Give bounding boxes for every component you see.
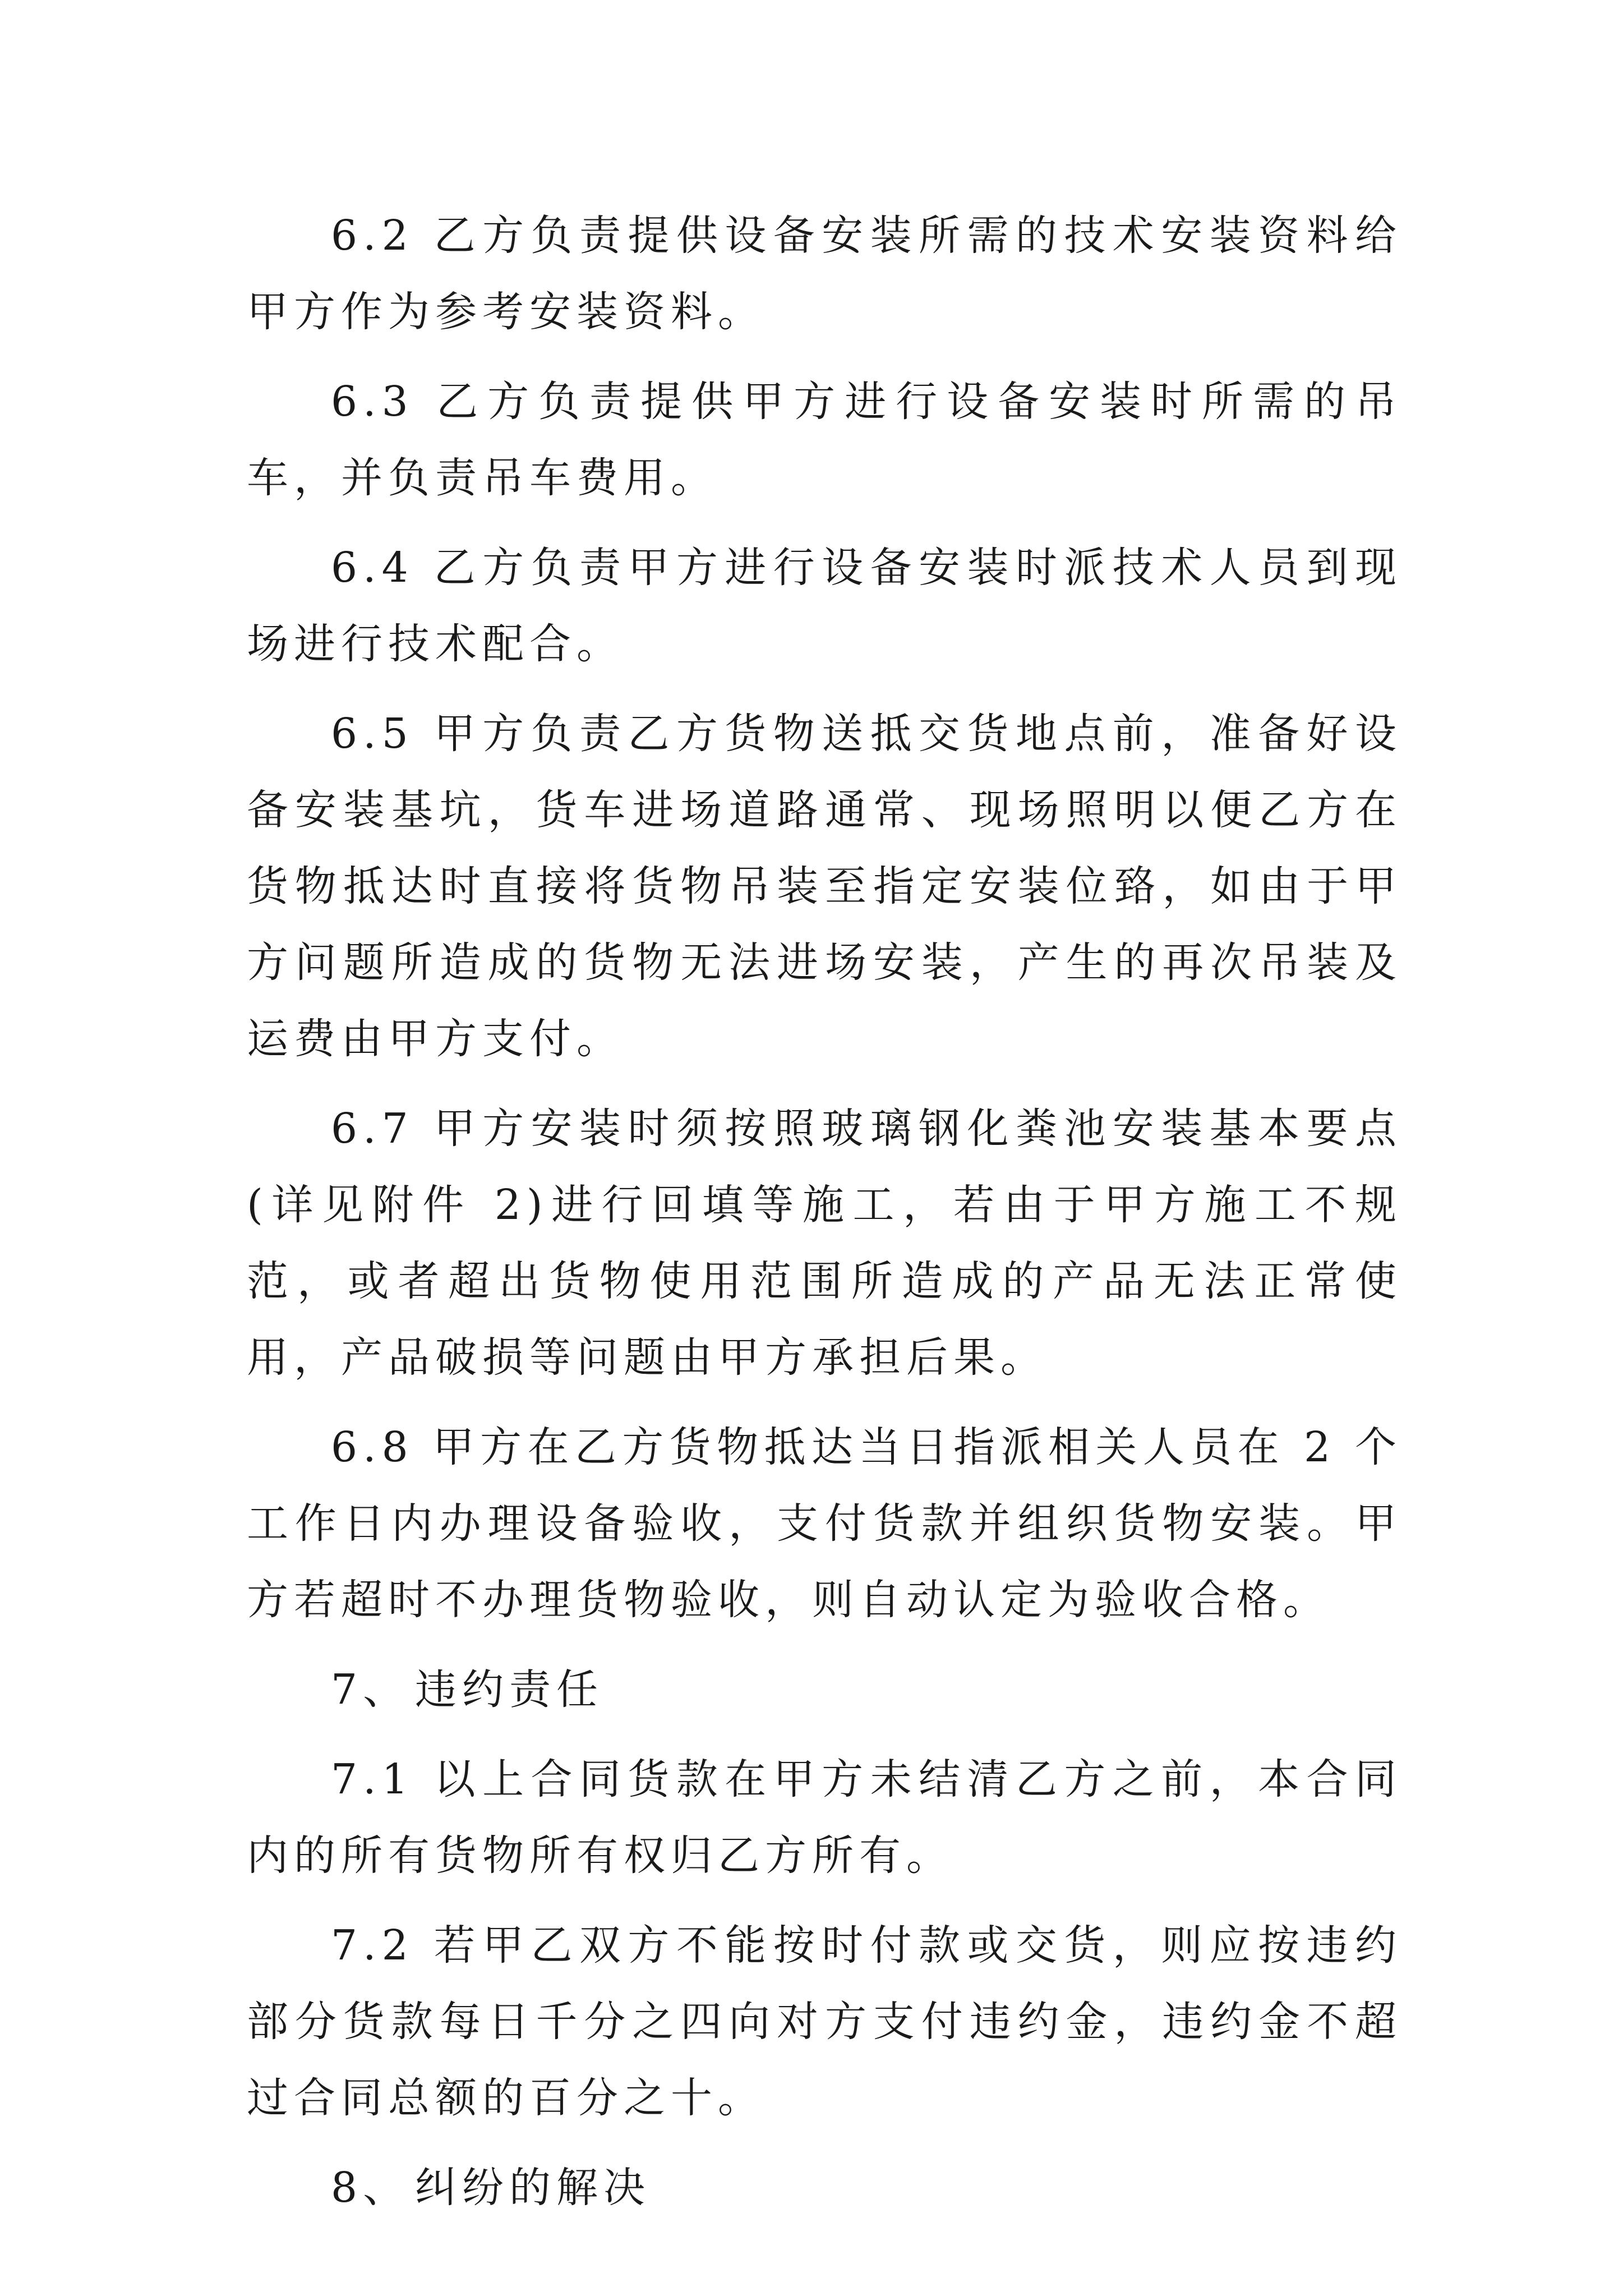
section-8-title: 纠纷的解决 (415, 2164, 651, 2212)
section-7-heading (247, 1651, 1402, 1728)
clause-7-1: 7.1 以上合同货款在甲方未结清乙方之前，本合同内的所有货物所有权归乙方所有。 (247, 1755, 1402, 1880)
clause-6-2: 6.2 乙方负责提供设备安装所需的技术安装资料给甲方作为参考安装资料。 (247, 211, 1402, 336)
clause-7-2: 7.2 若甲乙双方不能按时付款或交货，则应按违约部分货款每日千分之四向对方支付违约金，违约金不超过合同总额的百分之十。 (247, 1921, 1402, 2122)
section-7-title: 违约责任 (415, 1665, 603, 1714)
section-8-heading (247, 2150, 1402, 2226)
clause-6-7: 6.7 甲方安装时须按照玻璃钢化粪池安装基本要点(详见附件 2)进行回填等施工，若由于甲方施工不规范，或者超出货物使用范围所造成的产品无法正常使用，产品破损等问题由甲方承担后果。 (247, 1105, 1402, 1382)
section-8-number: 8、 (331, 2164, 411, 2212)
clause-6-3: 6.3 乙方负责提供甲方进行设备安装时所需的吊车，并负责吊车费用。 (247, 378, 1402, 502)
clause-6-8: 6.8 甲方在乙方货物抵达当日指派相关人员在 2 个工作日内办理设备验收，支付货款并组织货物安装。甲方若超时不办理货物验收，则自动认定为验收合格。 (247, 1423, 1402, 1624)
clause-6-5: 6.5 甲方负责乙方货物送抵交货地点前，准备好设备安装基坑，货车进场道路通常、现场照明以便乙方在货物抵达时直接将货物吊装至指定安装位臵，如由于甲方问题所造成的货物无法进场安装，产生的再次吊装及运费由甲方支付。 (247, 710, 1402, 1063)
section-7-number: 7、 (331, 1665, 411, 1714)
clause-6-4: 6.4 乙方负责甲方进行设备安装时派技术人员到现场进行技术配合。 (247, 544, 1402, 668)
document-body (247, 197, 1402, 2226)
